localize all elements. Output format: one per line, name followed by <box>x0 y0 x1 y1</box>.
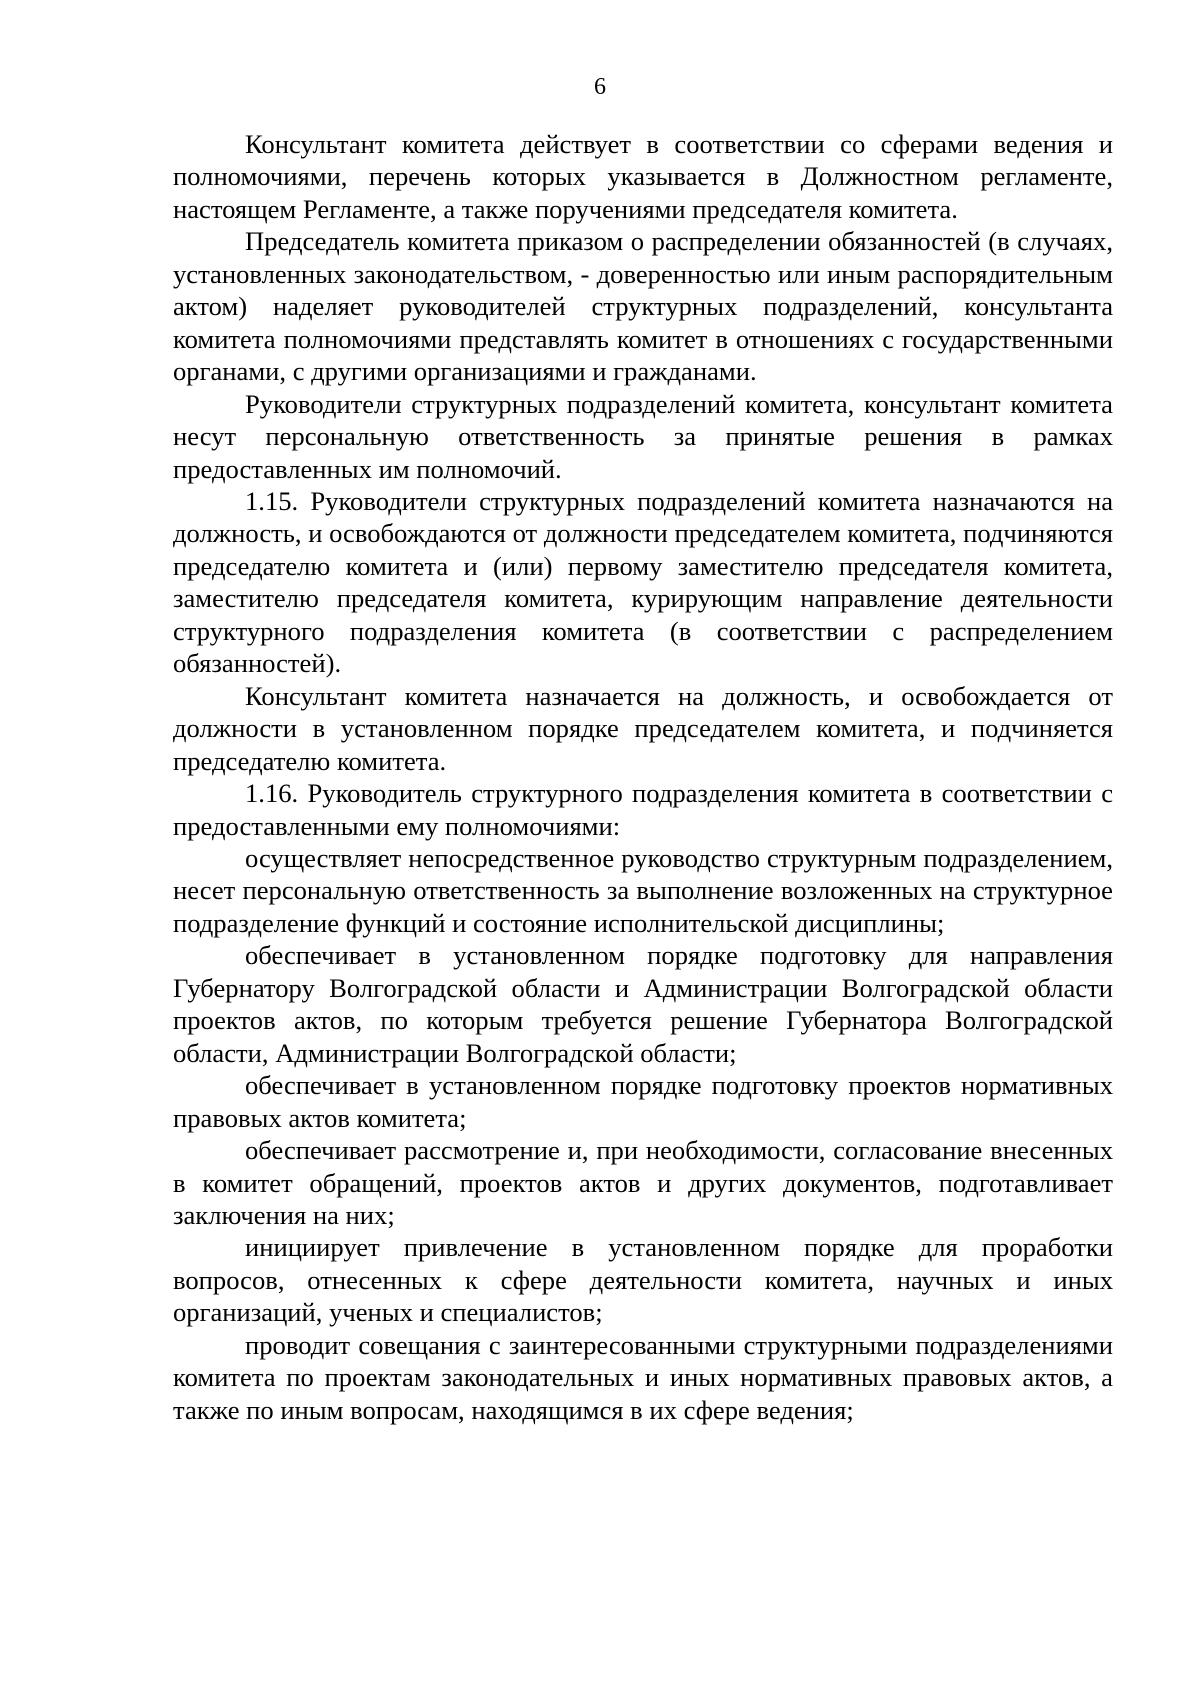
paragraph-consultant-appointment: Консультант комитета назначается на должность, и освобождается от должности в установленном порядке председателем комитета, и подчиняется председателю комитета. <box>173 680 1113 776</box>
paragraph-1-15: 1.15. Руководители структурных подразделений комитета назначаются на должность, и освобождаются от должности председателем комитета, подчиняются председателю комитета и (или) первому заместителю председателя комитета, заместителю председателя комитета, курирующим направление деятельности структурного подразделения комитета (в соответствии с распределением обязанностей). <box>173 485 1113 679</box>
list-item-involve-specialists: инициирует привлечение в установленном порядке для проработки вопросов, отнесенных к сфере деятельности комитета, научных и иных организаций, ученых и специалистов; <box>173 1232 1113 1328</box>
list-item-governor-acts: обеспечивает в установленном порядке подготовку для направления Губернатору Волгоградской области и Администрации Волгоградской области проектов актов, по которым требуется решение Губернатора Волгоградской области, Администрации Волгоградской области; <box>173 940 1113 1068</box>
document-body <box>173 128 1113 1426</box>
paragraph-chairman-order: Председатель комитета приказом о распределении обязанностей (в случаях, установленных законодательством, - доверенностью или иным распорядительным актом) наделяет руководителей структурных подразделений, консультанта комитета полномочиями представлять комитет в отношениях с государственными органами, с другими организациями и гражданами. <box>173 226 1113 387</box>
paragraph-1-16: 1.16. Руководитель структурного подразделения комитета в соответствии с предоставленными ему полномочиями: <box>173 778 1113 841</box>
list-item-review-appeals: обеспечивает рассмотрение и, при необходимости, согласование внесенных в комитет обращений, проектов актов и других документов, подготавливает заключения на них; <box>173 1135 1113 1230</box>
paragraph-personal-responsibility: Руководители структурных подразделений комитета, консультант комитета несут персональную ответственность за принятые решения в рамках предоставленных им полномочий. <box>173 388 1113 484</box>
list-item-direct-management: осуществляет непосредственное руководство структурным подразделением, несет персональную ответственность за выполнение возложенных на структурное подразделение функций и состояние исполнительской дисциплины; <box>173 842 1113 938</box>
paragraph-consultant-powers: Консультант комитета действует в соответствии со сферами ведения и полномочиями, перечень которых указывается в Должностном регламенте, настоящем Регламенте, а также поручениями председателя комитета. <box>173 129 1113 224</box>
list-item-hold-meetings: проводит совещания с заинтересованными структурными подразделениями комитета по проектам законодательных и иных нормативных правовых актов, а также по иным вопросам, находящимся в их сфере ведения; <box>173 1329 1113 1425</box>
list-item-normative-acts: обеспечивает в установленном порядке подготовку проектов нормативных правовых актов комитета; <box>173 1070 1113 1133</box>
page-number: 6 <box>594 74 606 100</box>
